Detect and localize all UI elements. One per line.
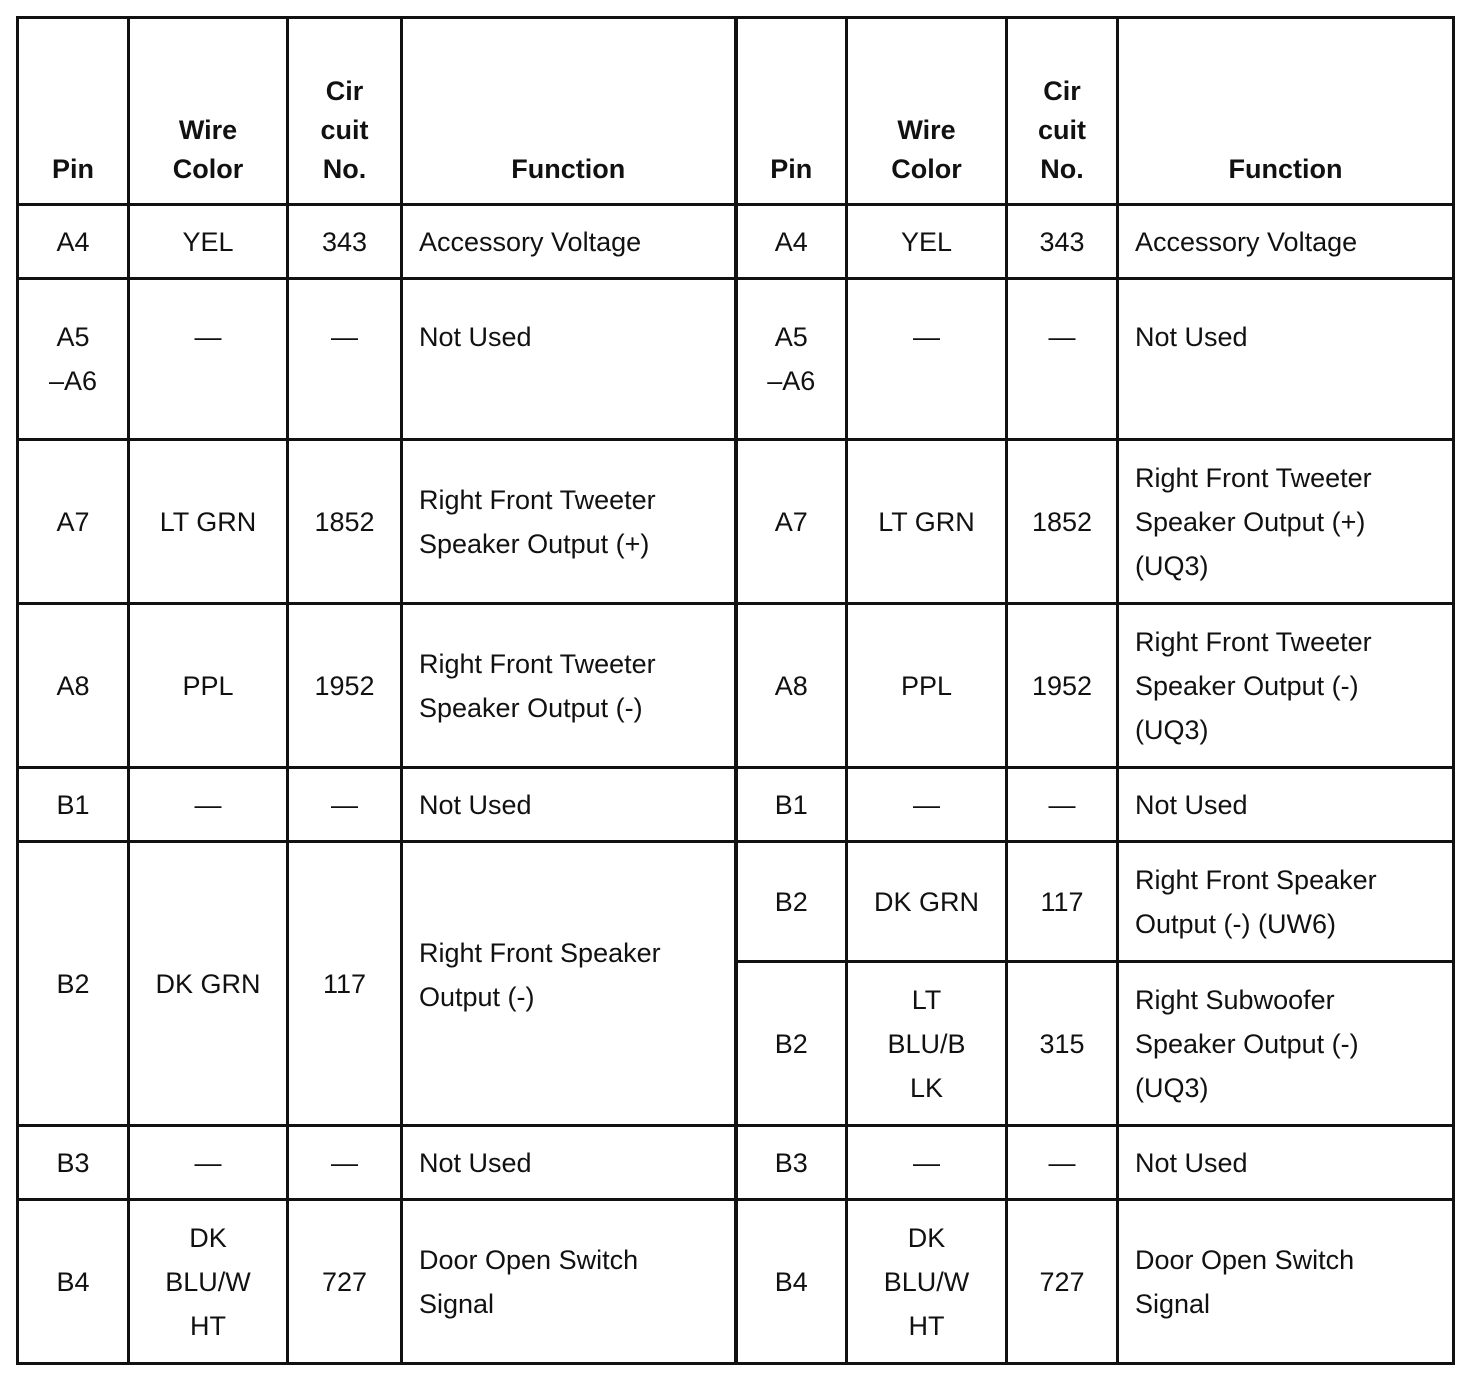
- circuit-cell: 727: [288, 1200, 402, 1364]
- table-row: [18, 279, 1454, 440]
- header-row: [18, 18, 1454, 205]
- wire-color-cell: DK GRN: [847, 842, 1007, 962]
- table-row: [18, 205, 1454, 279]
- circuit-cell: —: [1007, 768, 1118, 842]
- header-function: Function: [402, 18, 736, 205]
- wire-color-cell: —: [129, 768, 288, 842]
- circuit-cell: —: [288, 279, 402, 440]
- circuit-cell: 343: [1007, 205, 1118, 279]
- wire-color-cell: —: [847, 768, 1007, 842]
- pin-cell: A4: [736, 205, 847, 279]
- wire-color-cell: YEL: [847, 205, 1007, 279]
- pin-cell: A8: [736, 604, 847, 768]
- table-row: [18, 842, 1454, 962]
- pin-cell: B4: [18, 1200, 129, 1364]
- pin-cell: B3: [18, 1126, 129, 1200]
- function-cell: Accessory Voltage: [402, 205, 736, 279]
- table-row: [18, 1126, 1454, 1200]
- function-cell: Not Used: [1118, 1126, 1454, 1200]
- pin-cell: A7: [736, 440, 847, 604]
- pin-cell: B1: [18, 768, 129, 842]
- function-cell: Not Used: [402, 1126, 736, 1200]
- wire-color-cell: DK BLU/W HT: [847, 1200, 1007, 1364]
- circuit-cell: —: [288, 768, 402, 842]
- pin-cell: B1: [736, 768, 847, 842]
- circuit-cell: —: [1007, 1126, 1118, 1200]
- function-cell: Right Front Speaker Output (-): [402, 842, 736, 1126]
- wire-color-cell: YEL: [129, 205, 288, 279]
- pinout-table: [16, 16, 1455, 1365]
- circuit-cell: 1852: [288, 440, 402, 604]
- pin-cell: A5 –A6: [736, 279, 847, 440]
- wire-color-cell: —: [847, 1126, 1007, 1200]
- circuit-cell: 1852: [1007, 440, 1118, 604]
- circuit-cell: 117: [1007, 842, 1118, 962]
- function-cell: Right Front Tweeter Speaker Output (+) (UQ3): [1118, 440, 1454, 604]
- pin-cell: A8: [18, 604, 129, 768]
- circuit-cell: 1952: [288, 604, 402, 768]
- function-cell: Not Used: [1118, 768, 1454, 842]
- header-wire-color: Wire Color: [129, 18, 288, 205]
- header-function: Function: [1118, 18, 1454, 205]
- pin-cell: B2: [18, 842, 129, 1126]
- function-cell: Right Subwoofer Speaker Output (-) (UQ3): [1118, 962, 1454, 1126]
- wire-color-cell: DK GRN: [129, 842, 288, 1126]
- header-circuit-no: Cir cuit No.: [288, 18, 402, 205]
- table-row: [18, 768, 1454, 842]
- wire-color-cell: DK BLU/W HT: [129, 1200, 288, 1364]
- function-cell: Not Used: [402, 279, 736, 440]
- function-cell: Not Used: [402, 768, 736, 842]
- pin-cell: B2: [736, 842, 847, 962]
- pin-cell: A4: [18, 205, 129, 279]
- table-row: [18, 604, 1454, 768]
- header-pin: Pin: [18, 18, 129, 205]
- header-wire-color: Wire Color: [847, 18, 1007, 205]
- wire-color-cell: LT GRN: [129, 440, 288, 604]
- wire-color-cell: —: [847, 279, 1007, 440]
- pin-cell: A5 –A6: [18, 279, 129, 440]
- circuit-cell: —: [1007, 279, 1118, 440]
- wire-color-cell: LT BLU/B LK: [847, 962, 1007, 1126]
- function-cell: Not Used: [1118, 279, 1454, 440]
- wire-color-cell: —: [129, 279, 288, 440]
- wire-color-cell: PPL: [847, 604, 1007, 768]
- function-cell: Door Open Switch Signal: [1118, 1200, 1454, 1364]
- circuit-cell: 727: [1007, 1200, 1118, 1364]
- circuit-cell: 1952: [1007, 604, 1118, 768]
- wire-color-cell: —: [129, 1126, 288, 1200]
- circuit-cell: —: [288, 1126, 402, 1200]
- function-cell: Door Open Switch Signal: [402, 1200, 736, 1364]
- wire-color-cell: PPL: [129, 604, 288, 768]
- pin-cell: B3: [736, 1126, 847, 1200]
- wire-color-cell: LT GRN: [847, 440, 1007, 604]
- function-cell: Right Front Tweeter Speaker Output (-) (UQ3): [1118, 604, 1454, 768]
- header-pin: Pin: [736, 18, 847, 205]
- circuit-cell: 343: [288, 205, 402, 279]
- function-cell: Right Front Speaker Output (-) (UW6): [1118, 842, 1454, 962]
- function-cell: Right Front Tweeter Speaker Output (+): [402, 440, 736, 604]
- table-row: [18, 1200, 1454, 1364]
- circuit-cell: 117: [288, 842, 402, 1126]
- pin-cell: B2: [736, 962, 847, 1126]
- function-cell: Right Front Tweeter Speaker Output (-): [402, 604, 736, 768]
- header-circuit-no: Cir cuit No.: [1007, 18, 1118, 205]
- circuit-cell: 315: [1007, 962, 1118, 1126]
- table-row: [18, 440, 1454, 604]
- pin-cell: A7: [18, 440, 129, 604]
- pin-cell: B4: [736, 1200, 847, 1364]
- function-cell: Accessory Voltage: [1118, 205, 1454, 279]
